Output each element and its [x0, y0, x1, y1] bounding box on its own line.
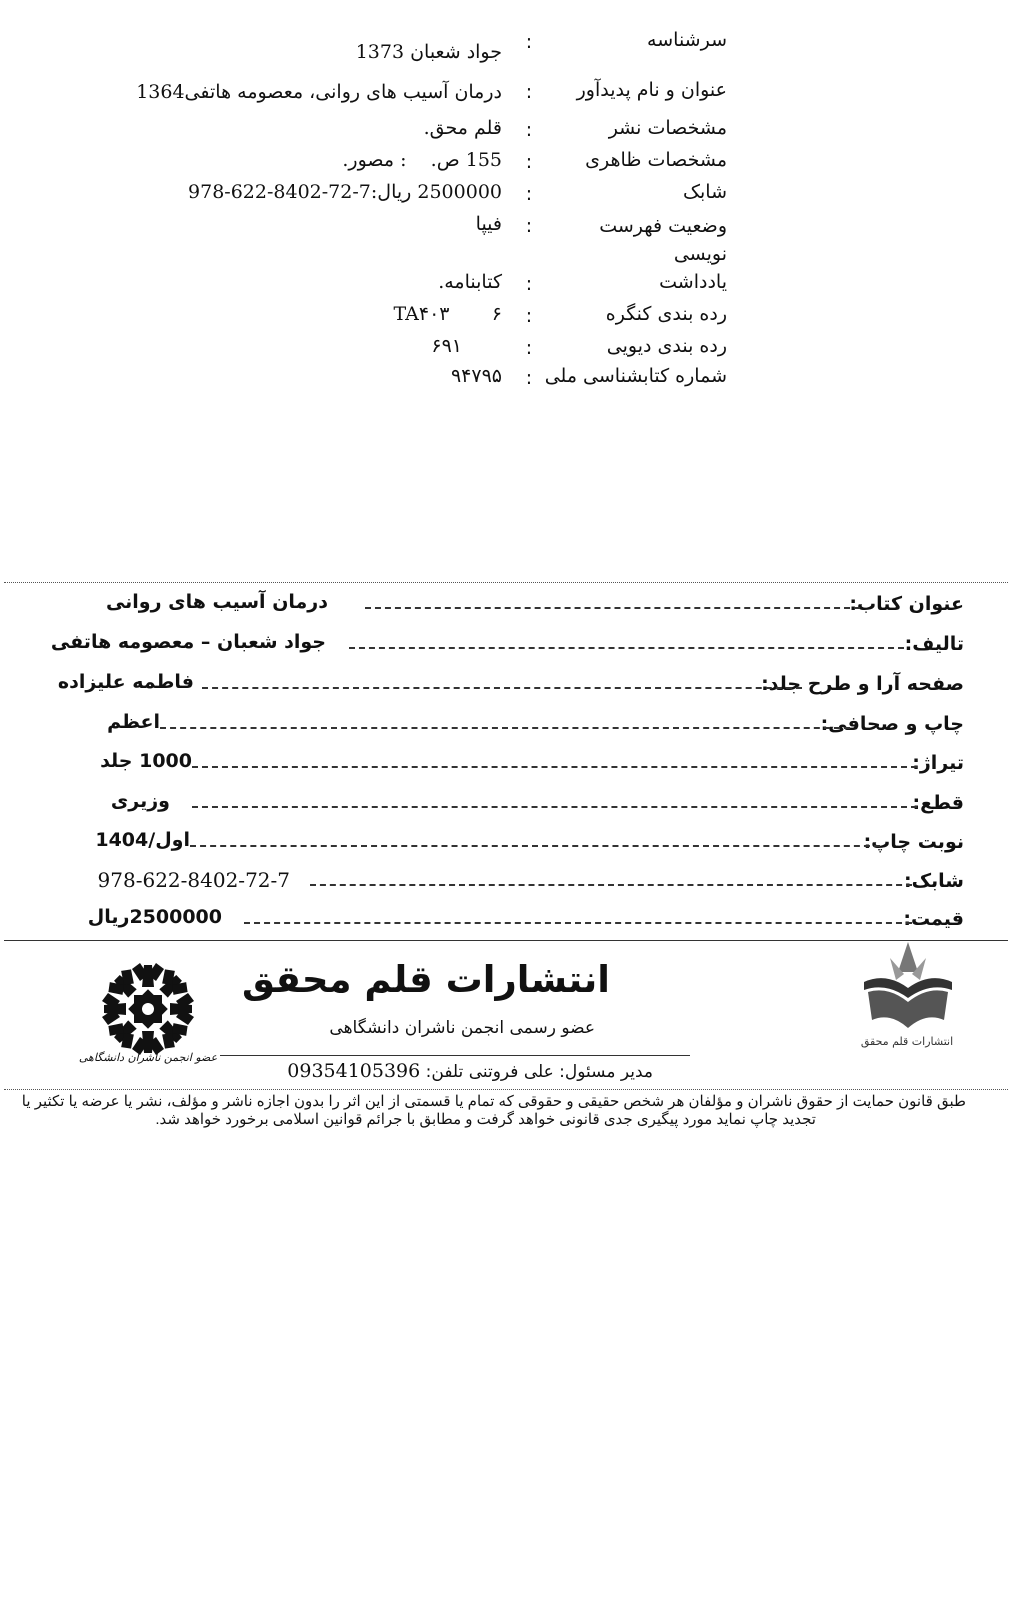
- isbn-row: [0, 868, 1012, 898]
- format-label: قطع:: [912, 792, 964, 814]
- copyright-line-2: تجدید چاپ نماید مورد پیگیری جدی قانونی خواهد گرفت و مطابق با جرائم قوانین اسلامی برخورد خواهد شد.: [155, 1111, 816, 1128]
- cip-colon: :: [525, 337, 533, 359]
- association-caption: عضو انجمن ناشران دانشگاهی: [78, 1051, 218, 1064]
- isbn-value: 978-622-8402-72-7: [97, 868, 290, 892]
- cip-colon: :: [525, 81, 533, 103]
- edition-label: نوبت چاپ:: [863, 831, 964, 853]
- cip-label: رده بندی دیویی: [606, 335, 727, 357]
- dash-leader: [244, 922, 912, 924]
- publisher-membership: عضو رسمی انجمن ناشران دانشگاهی: [329, 1018, 595, 1038]
- book-title-value: درمان آسیب های روانی: [105, 591, 328, 613]
- dotted-separator: [4, 1089, 1008, 1090]
- copyright-line-1: طبق قانون حمایت از حقوق ناشران و مؤلفان هر شخص حقیقی و حقوقی که تمام یا قسمتی از این اثر را بدون اجازه ناشر و مؤلف، نشر یا عرضه یا تکثیر یا: [21, 1093, 966, 1110]
- cip-row-publication: [0, 116, 1012, 146]
- cip-label: یادداشت: [659, 271, 727, 293]
- dash-leader: [192, 766, 917, 768]
- format-value: وزیری: [110, 790, 170, 812]
- cip-colon: :: [525, 31, 533, 53]
- cip-colon: :: [525, 367, 533, 389]
- price-value: 2500000ریال: [87, 906, 222, 928]
- manager-text: مدیر مسئول: علی فروتنی تلفن:: [425, 1062, 653, 1082]
- cip-label: شماره کتابشناسی ملی: [544, 365, 727, 387]
- cip-colon: :: [525, 215, 533, 237]
- cip-value: 2500000 ریال:7-72-8402-622-978: [188, 181, 502, 203]
- cip-label: سرشناسه: [647, 29, 727, 51]
- publisher-name: انتشارات قلم محقق: [241, 958, 610, 1001]
- dash-leader: [310, 884, 912, 886]
- format-row: [0, 790, 1012, 820]
- dash-leader: [190, 845, 880, 847]
- cip-label: وضعیت فهرست نویسی: [599, 215, 727, 265]
- cip-label: شابک: [682, 181, 727, 203]
- print-label: چاپ و صحافی:: [820, 713, 964, 735]
- copyright-notice: [8, 1093, 966, 1129]
- cip-colon: :: [525, 119, 533, 141]
- publisher-manager: [287, 1060, 653, 1082]
- edition-value: اول/1404: [95, 829, 190, 851]
- cip-label: رده بندی کنگره: [605, 303, 727, 325]
- author-value: جواد شعبان – معصومه هاتفی: [50, 631, 326, 653]
- circulation-label: تیراژ:: [912, 752, 964, 774]
- cip-value: جواد شعبان 1373: [355, 41, 502, 63]
- cip-colon: :: [525, 273, 533, 295]
- edition-row: [0, 829, 1012, 859]
- cip-row-physical: [0, 148, 1012, 178]
- cip-value: درمان آسیب های روانی، معصومه هاتفی1364: [136, 81, 502, 103]
- manager-phone: 09354105396: [287, 1060, 421, 1082]
- dash-leader: [349, 647, 904, 649]
- dash-leader: [365, 607, 860, 609]
- layout-value: فاطمه علیزاده: [57, 671, 194, 693]
- publisher-book-logo-icon: [858, 940, 958, 1030]
- cip-value: TA۴۰۳ ۶: [393, 303, 502, 325]
- cip-row-national: [0, 364, 1012, 394]
- publisher-rule: [220, 1055, 690, 1056]
- cip-label: مشخصات نشر: [608, 117, 727, 139]
- cip-value: ۶۹۱: [431, 335, 462, 357]
- circulation-value: 1000 جلد: [100, 750, 192, 772]
- price-row: [0, 906, 1012, 936]
- dash-leader: [160, 727, 850, 729]
- cip-label: عنوان و نام پدیدآور: [576, 79, 727, 101]
- cip-row-isbn: [0, 180, 1012, 210]
- book-title-label: عنوان کتاب:: [849, 593, 964, 615]
- price-label: قیمت:: [903, 908, 964, 930]
- book-title-row: [0, 591, 1012, 621]
- cip-value: قلم محق.: [423, 117, 502, 139]
- cip-row-dewey: [0, 334, 1012, 364]
- cip-value: 155 ص. : مصور.: [342, 149, 502, 171]
- cip-colon: :: [525, 183, 533, 205]
- cip-value: کتابنامه.: [438, 271, 502, 293]
- cip-row-note: [0, 270, 1012, 300]
- cip-colon: :: [525, 305, 533, 327]
- cip-value: ۹۴۷۹۵: [450, 365, 502, 387]
- isbn-label: شابک:: [903, 870, 964, 892]
- circulation-row: [0, 750, 1012, 780]
- dash-leader: [192, 806, 917, 808]
- cip-row-title: [0, 78, 1012, 108]
- layout-row: [0, 671, 1012, 701]
- dotted-separator: [4, 582, 1008, 583]
- cip-row-lc: [0, 302, 1012, 332]
- publisher-logo-caption: انتشارات قلم محقق: [860, 1035, 954, 1048]
- print-row: [0, 711, 1012, 741]
- author-row: [0, 631, 1012, 661]
- dash-leader: [202, 687, 802, 689]
- cip-row-status: [0, 212, 1012, 268]
- print-value: اعظم: [107, 711, 160, 733]
- cip-value: فیپا: [475, 213, 502, 235]
- cip-colon: :: [525, 151, 533, 173]
- layout-label: صفحه آرا و طرح جلد:: [761, 673, 964, 695]
- cip-label: مشخصات ظاهری: [585, 149, 727, 171]
- author-label: تالیف:: [904, 633, 964, 655]
